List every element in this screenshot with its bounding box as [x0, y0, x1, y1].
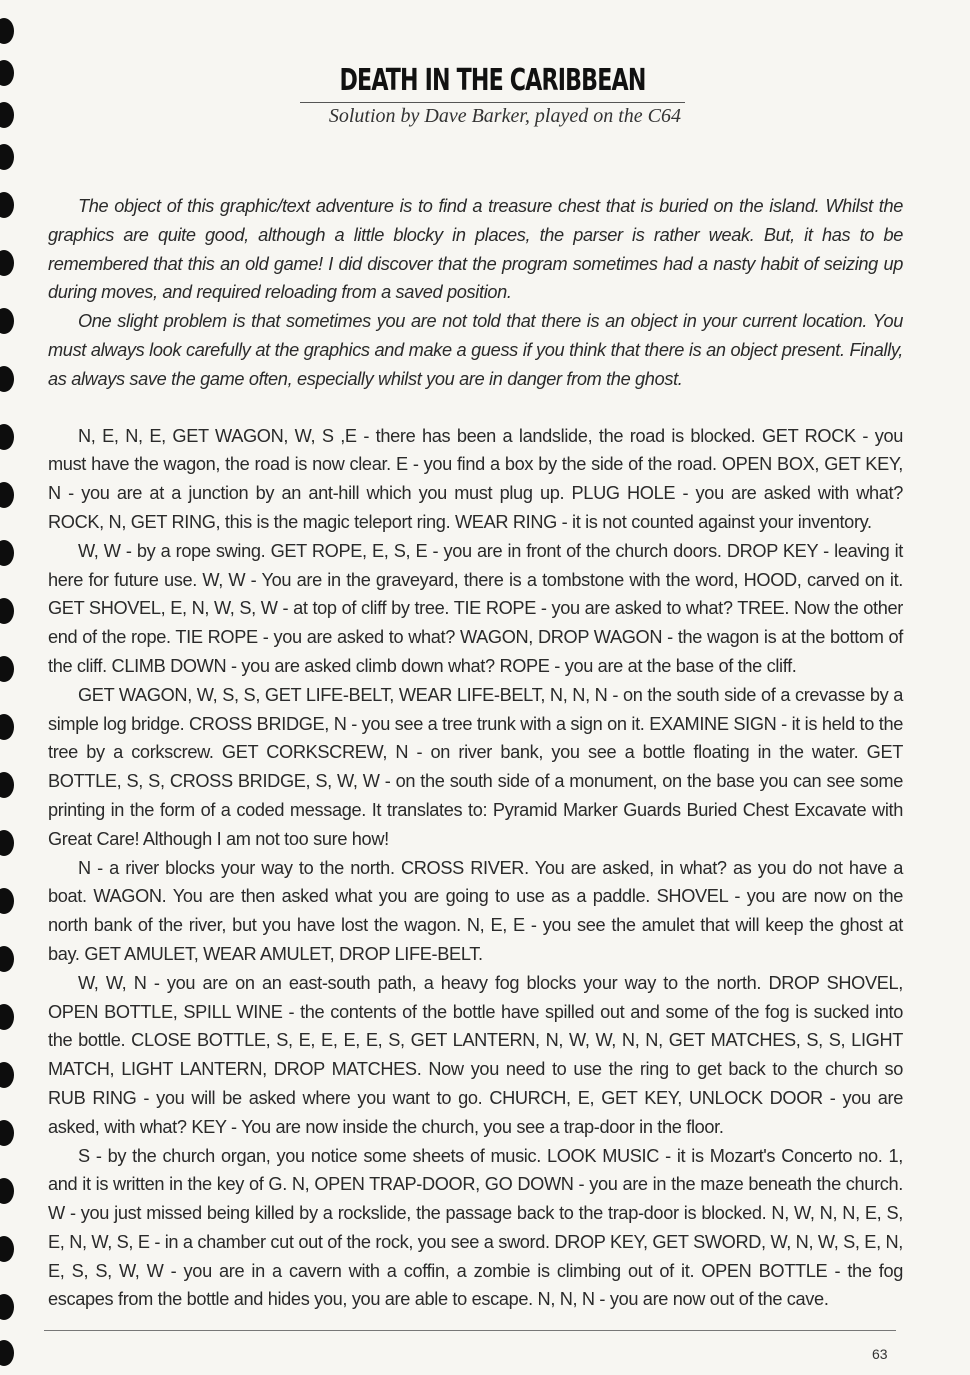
solution-paragraph: GET WAGON, W, S, S, GET LIFE-BELT, WEAR LIFE-BELT, N, N, N - on the south side of a crevasse by a simple log bridge. CROSS BRIDGE, N - you see a tree trunk with a sign on it. EXAMINE SIGN - it is held to the tree by a corkscrew. GET CORKSCREW, N - on river bank, you see a bottle floating in the water. GET BOTTLE, S, S, CROSS BRIDGE, S, W, W - on the south side of a monument, on the base you can see some printing in the form of a coded message. It translates to: Pyramid Marker Guards Buried Chest Excavate with Great Care! Although I am not too sure how!	[48, 684, 903, 849]
binder-hole	[0, 250, 14, 276]
binder-hole	[0, 1120, 14, 1146]
intro-paragraph: The object of this graphic/text adventure is to find a treasure chest that is buried on the island. Whilst the graphics are quite good, although a little blocky in places, the parser is rather weak. But, it has to be remembered that this an old game! I did discover that the program sometimes had a nasty habit of seizing up during moves, and required reloading from a saved position.	[48, 196, 903, 303]
binder-hole	[0, 946, 14, 972]
solution-paragraph: N, E, N, E, GET WAGON, W, S ,E - there has been a landslide, the road is blocked. GET ROCK - you must have the wagon, the road is now clear. E - you find a box by the side of the road. OPEN BOX, GET KEY, N - you are at a junction by an ant-hill which you must plug up. PLUG HOLE - you are asked with what? ROCK, N, GET RING, this is the magic teleport ring. WEAR RING - it is not counted against your inventory.	[48, 425, 903, 532]
binder-hole	[0, 656, 14, 682]
binder-hole	[0, 192, 14, 218]
solution-paragraph: S - by the church organ, you notice some sheets of music. LOOK MUSIC - it is Mozart's Concerto no. 1, and it is written in the key of G. N, OPEN TRAP-DOOR, GO DOWN - you are in the maze beneath the church. W - you just missed being killed by a rockslide, the passage back to the trap-door is blocked. N, W, N, N, E, S, E, N, W, S, E - in a chamber cut out of the rock, you see a sword. DROP KEY, GET SWORD, W, N, W, S, E, N, E, S, S, W, W - you are in a cavern with a coffin, a zombie is climbing out of it. OPEN BOTTLE - the fog escapes from the bottle and hides you, you are able to escape. N, N, N - you are now out of the cave.	[48, 1145, 903, 1310]
binder-hole	[0, 714, 14, 740]
binder-hole	[0, 1004, 14, 1030]
footer-rule	[44, 1330, 896, 1331]
solution-paragraph: N - a river blocks your way to the north. CROSS RIVER. You are asked, in what? as you do not have a boat. WAGON. You are then asked what you are going to use as a paddle. SHOVEL - you are now on the north bank of the river, but you have lost the wagon. N, E, E - you see the amulet that will keep the ghost at bay. GET AMULET, WEAR AMULET, DROP LIFE-BELT.	[48, 857, 903, 964]
section-gap	[48, 394, 903, 422]
binder-hole	[0, 1062, 14, 1088]
byline: Solution by Dave Barker, played on the C64	[328, 105, 681, 127]
binder-hole	[0, 830, 14, 856]
binder-hole	[0, 1236, 14, 1262]
solution-section	[48, 422, 903, 1315]
binder-hole	[0, 366, 14, 392]
binder-hole	[0, 540, 14, 566]
title-rule	[300, 102, 685, 103]
binder-hole	[0, 60, 14, 86]
intro-paragraph: One slight problem is that sometimes you are not told that there is an object in your current location. You must always look carefully at the graphics and make a guess if you think that there is an object present. Finally, as always save the game often, especially whilst you are in danger from the ghost.	[48, 311, 903, 389]
article-body	[48, 192, 903, 1314]
page-number: 63	[872, 1346, 888, 1362]
binder-hole	[0, 144, 14, 170]
page-title: DEATH IN THE CARIBBEAN	[339, 63, 646, 98]
binder-hole	[0, 1178, 14, 1204]
binder-hole	[0, 598, 14, 624]
solution-paragraph: W, W, N - you are on an east-south path, a heavy fog blocks your way to the north. DROP SHOVEL, OPEN BOTTLE, SPILL WINE - the contents of the bottle have spilled out and some of the fog is sucked into the bottle. CLOSE BOTTLE, S, E, E, E, E, S, GET LANTERN, N, W, W, N, N, GET MATCHES, S, S, LIGHT MATCH, LIGHT LANTERN, DROP MATCHES. Now you need to use the ring to get back to the church so RUB RING - you will be asked where you want to go. CHURCH, E, GET KEY, UNLOCK DOOR - you are asked, with what? KEY - You are now inside the church, you see a trap-door in the floor.	[48, 972, 903, 1137]
article-header	[300, 62, 685, 128]
binder-hole	[0, 102, 14, 128]
binder-hole	[0, 1340, 14, 1366]
binder-holes	[0, 0, 28, 1375]
solution-paragraph: W, W - by a rope swing. GET ROPE, E, S, E - you are in front of the church doors. DROP KEY - leaving it here for future use. W, W - You are in the graveyard, there is a tombstone with the word, HOOD, carved on it. GET SHOVEL, E, N, W, S, W - at top of cliff by tree. TIE ROPE - you are asked to what? TREE. Now the other end of the rope. TIE ROPE - you are asked to what? WAGON, DROP WAGON - the wagon is at the bottom of the cliff. CLIMB DOWN - you are asked climb down what? ROPE - you are at the base of the cliff.	[48, 540, 903, 676]
binder-hole	[0, 772, 14, 798]
binder-hole	[0, 308, 14, 334]
binder-hole	[0, 1294, 14, 1320]
binder-hole	[0, 424, 14, 450]
binder-hole	[0, 888, 14, 914]
binder-hole	[0, 18, 14, 44]
intro-section	[48, 192, 903, 394]
binder-hole	[0, 482, 14, 508]
